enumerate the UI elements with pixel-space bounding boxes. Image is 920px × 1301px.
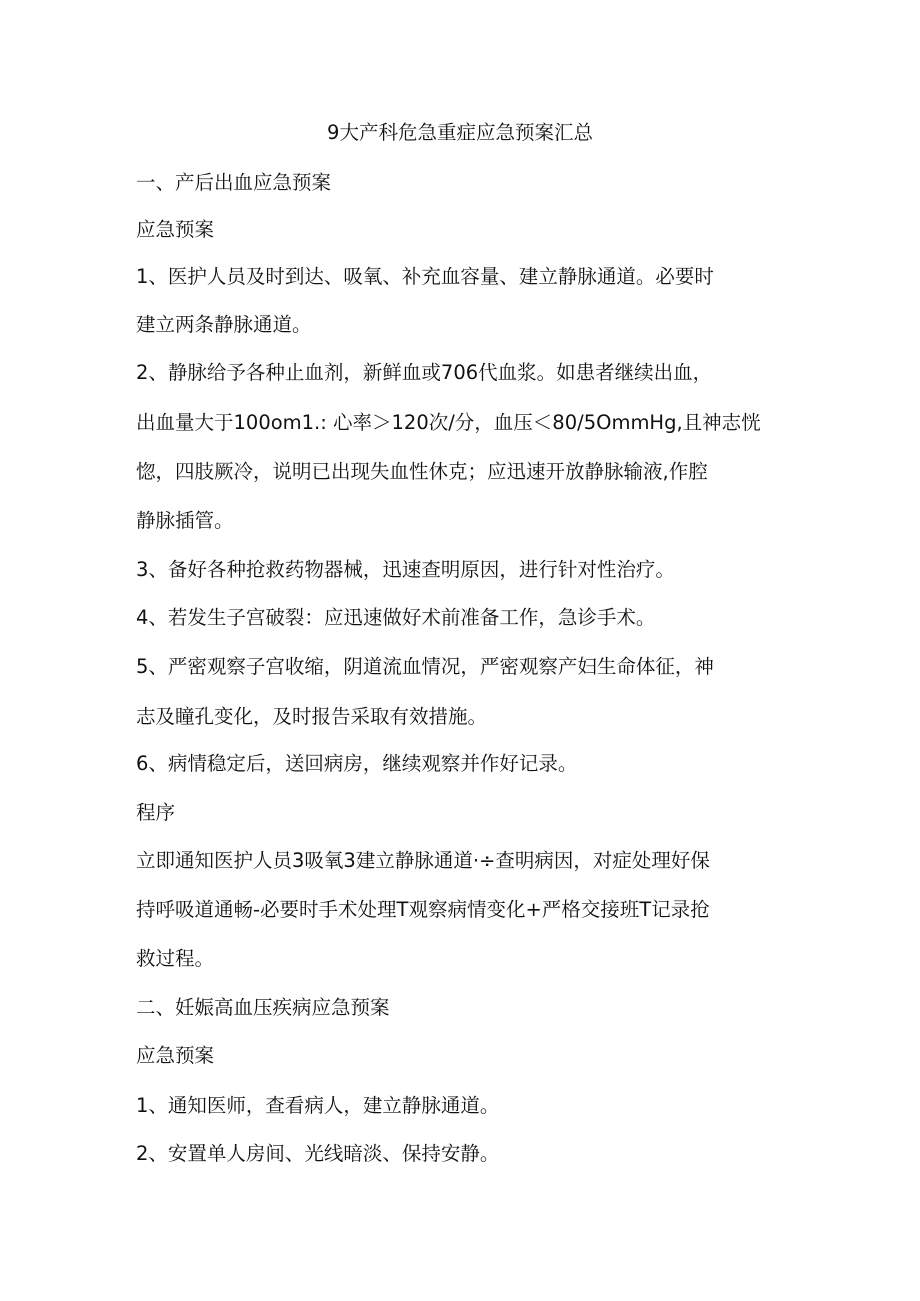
plan-item-line: 1、通知医师，查看病人，建立静脉通道。 <box>136 1094 500 1117</box>
plan-item-line: 3、备好各种抢救药物器械，迅速查明原因，进行针对性治疗。 <box>136 558 675 581</box>
section-heading: 一、产后出血应急预案 <box>136 171 332 194</box>
plan-item-line: 建立两条静脉通道。 <box>136 313 312 336</box>
plan-label: 应急预案 <box>136 1044 215 1067</box>
plan-label: 应急预案 <box>136 218 215 241</box>
procedure-label: 程序 <box>136 801 176 824</box>
plan-item-line: 6、病情稳定后，送回病房，继续观察并作好记录。 <box>136 752 578 775</box>
plan-item-line: 5、严密观察子宫收缩，阴道流血情况，严密观察产妇生命体征，神 <box>136 655 714 678</box>
plan-item-line: 2、静脉给予各种止血剂，新鲜血或706代血浆。如患者继续出血， <box>136 361 713 384</box>
document-title: 9大产科危急重症应急预案汇总 <box>327 121 593 144</box>
plan-item-line: 惚，四肢厥冷，说明已出现失血性休克；应迅速开放静脉输液,作腔 <box>136 460 708 483</box>
procedure-line: 立即通知医护人员3吸氧3建立静脉通道·÷查明病因，对症处理好保 <box>136 849 710 872</box>
plan-item-line: 4、若发生子宫破裂：应迅速做好术前准备工作，急诊手术。 <box>136 606 656 629</box>
plan-item-line: 2、安置单人房间、光线暗淡、保持安静。 <box>136 1142 500 1165</box>
procedure-line: 持呼吸道通畅-必要时手术处理T观察病情变化+严格交接班T记录抢 <box>136 898 710 921</box>
plan-item-line: 静脉插管。 <box>136 509 234 532</box>
section-heading: 二、妊娠高血压疾病应急预案 <box>136 996 390 1019</box>
procedure-line: 救过程。 <box>136 947 215 970</box>
plan-item-line: 出血量大于100om1.: 心率＞120次/分，血压＜80/5OmmHg,且神志恍 <box>136 411 761 434</box>
plan-item-line: 志及瞳孔变化，及时报告采取有效措施。 <box>136 705 488 728</box>
plan-item-line: 1、医护人员及时到达、吸氧、补充血容量、建立静脉通道。必要时 <box>136 265 714 288</box>
